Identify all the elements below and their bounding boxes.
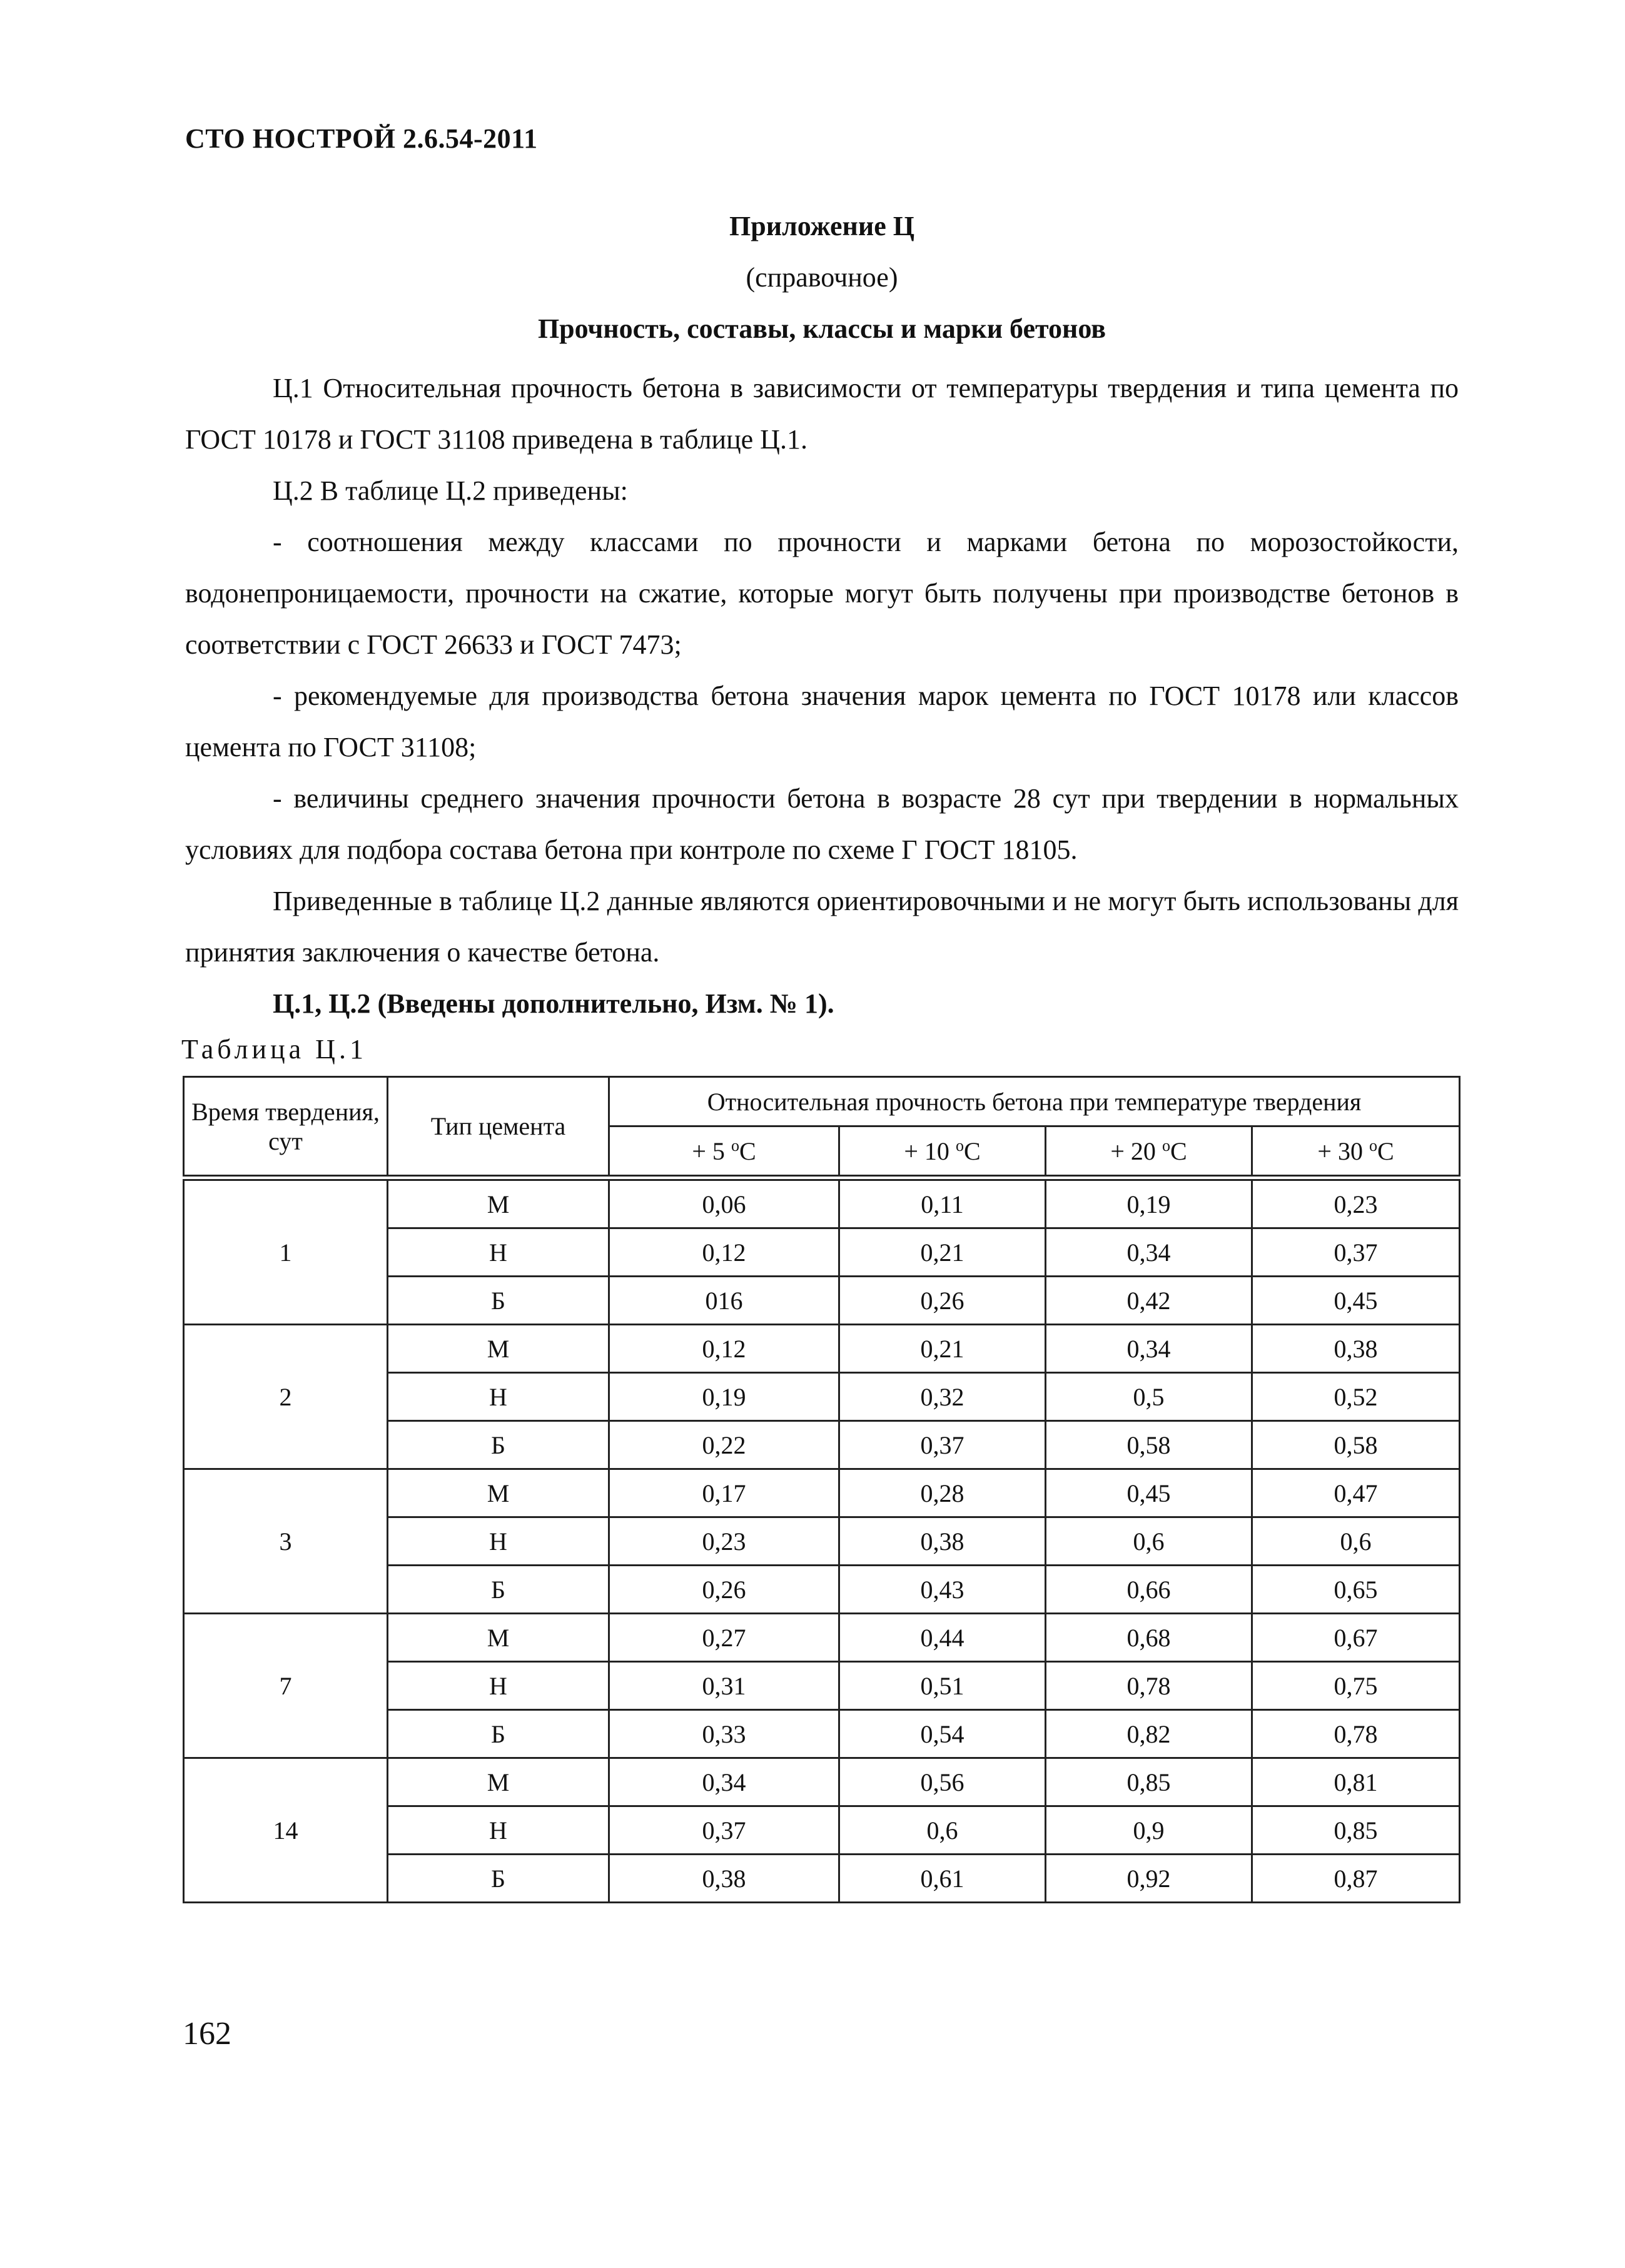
cell-strength-value: 0,45 [1046,1469,1252,1517]
header-cement-type: Тип цемента [388,1077,609,1178]
cell-strength-value: 0,21 [839,1228,1046,1277]
cell-strength-value: 0,58 [1252,1421,1460,1469]
cell-strength-value: 0,38 [839,1517,1046,1566]
temp-unit: C [1377,1137,1394,1165]
cell-strength-value: 0,58 [1046,1421,1252,1469]
temp-value: + 30 [1317,1137,1369,1165]
temp-unit: C [963,1137,981,1165]
cell-cement-type: Н [388,1662,609,1710]
cell-strength-value: 0,9 [1046,1806,1252,1855]
cell-strength-value: 0,37 [839,1421,1046,1469]
cell-time: 2 [184,1325,388,1469]
paragraph-c2: Ц.2 В таблице Ц.2 приведены: [273,475,628,506]
cell-strength-value: 0,31 [609,1662,839,1710]
cell-strength-value: 0,81 [1252,1758,1460,1806]
cell-cement-type: Б [388,1855,609,1903]
paragraph-list-item-1: - соотношения между классами по прочности и марками бетона по морозостойкости, водонепроницаемости, прочности на сжатие, которые могут быть получены при производстве бетонов в соответствии с ГОСТ 26633 и ГОСТ 7473; [185,527,1459,660]
cell-strength-value: 0,85 [1252,1806,1460,1855]
cell-strength-value: 0,47 [1252,1469,1460,1517]
header-temp-1 [609,1126,839,1178]
cell-cement-type: Б [388,1277,609,1325]
cell-strength-value: 0,06 [609,1178,839,1228]
header-temp-3 [1046,1126,1252,1178]
cell-strength-value: 0,27 [609,1614,839,1662]
cell-strength-value: 0,51 [839,1662,1046,1710]
cell-time: 3 [184,1469,388,1614]
cell-strength-value: 016 [609,1277,839,1325]
cell-time: 1 [184,1178,388,1325]
cell-strength-value: 0,67 [1252,1614,1460,1662]
cell-strength-value: 0,68 [1046,1614,1252,1662]
cell-time: 14 [184,1758,388,1903]
cell-strength-value: 0,28 [839,1469,1046,1517]
degree-sign: o [1369,1136,1377,1155]
table-row [184,1178,1460,1228]
cell-strength-value: 0,75 [1252,1662,1460,1710]
cell-strength-value: 0,23 [609,1517,839,1566]
cell-strength-value: 0,38 [1252,1325,1460,1373]
temp-value: + 20 [1110,1137,1162,1165]
header-time: Время твердения, сут [184,1077,388,1178]
cell-strength-value: 0,6 [1046,1517,1252,1566]
cell-strength-value: 0,42 [1046,1277,1252,1325]
cell-strength-value: 0,34 [1046,1228,1252,1277]
paragraph-c1: Ц.1 Относительная прочность бетона в зависимости от температуры твердения и типа цемента по ГОСТ 10178 и ГОСТ 31108 приведена в таблице Ц.1. [185,373,1459,455]
cell-strength-value: 0,19 [1046,1178,1252,1228]
cell-strength-value: 0,21 [839,1325,1046,1373]
cell-strength-value: 0,85 [1046,1758,1252,1806]
amendment-note: Ц.1, Ц.2 (Введены дополнительно, Изм. № 1). [273,988,834,1019]
cell-strength-value: 0,22 [609,1421,839,1469]
appendix-title: Приложение Ц [729,211,914,241]
cell-cement-type: Б [388,1710,609,1758]
temp-unit: C [739,1137,756,1165]
cell-strength-value: 0,37 [1252,1228,1460,1277]
cell-cement-type: Н [388,1373,609,1421]
table-row [184,1469,1460,1517]
cell-cement-type: М [388,1614,609,1662]
cell-strength-value: 0,5 [1046,1373,1252,1421]
cell-strength-value: 0,26 [839,1277,1046,1325]
body-text [185,363,1459,1030]
temp-unit: C [1170,1137,1187,1165]
cell-strength-value: 0,26 [609,1566,839,1614]
cell-cement-type: Н [388,1806,609,1855]
cell-strength-value: 0,11 [839,1178,1046,1228]
strength-table [183,1076,1460,1903]
cell-strength-value: 0,12 [609,1228,839,1277]
cell-strength-value: 0,12 [609,1325,839,1373]
cell-strength-value: 0,54 [839,1710,1046,1758]
header-temp-4 [1252,1126,1460,1178]
cell-strength-value: 0,78 [1252,1710,1460,1758]
cell-strength-value: 0,45 [1252,1277,1460,1325]
cell-strength-value: 0,37 [609,1806,839,1855]
cell-cement-type: Б [388,1421,609,1469]
cell-strength-value: 0,52 [1252,1373,1460,1421]
cell-cement-type: М [388,1469,609,1517]
page-number: 162 [183,2016,231,2052]
cell-strength-value: 0,34 [609,1758,839,1806]
cell-strength-value: 0,82 [1046,1710,1252,1758]
table-caption: Таблица Ц.1 [181,1034,367,1065]
cell-cement-type: Н [388,1228,609,1277]
cell-cement-type: М [388,1325,609,1373]
cell-strength-value: 0,61 [839,1855,1046,1903]
cell-strength-value: 0,34 [1046,1325,1252,1373]
paragraph-list-item-2: - рекомендуемые для производства бетона значения марок цемента по ГОСТ 10178 или классов цемента по ГОСТ 31108; [185,681,1459,762]
cell-cement-type: М [388,1758,609,1806]
cell-strength-value: 0,43 [839,1566,1046,1614]
cell-time: 7 [184,1614,388,1758]
cell-strength-value: 0,6 [1252,1517,1460,1566]
header-strength-group: Относительная прочность бетона при температуре твердения [609,1077,1460,1126]
cell-cement-type: Н [388,1517,609,1566]
cell-strength-value: 0,38 [609,1855,839,1903]
degree-sign: o [1162,1136,1170,1155]
paragraph-note: Приведенные в таблице Ц.2 данные являются ориентировочными и не могут быть использованы для принятия заключения о качестве бетона. [185,886,1459,968]
cell-cement-type: М [388,1178,609,1228]
cell-strength-value: 0,65 [1252,1566,1460,1614]
document-code: СТО НОСТРОЙ 2.6.54-2011 [185,123,538,154]
cell-strength-value: 0,32 [839,1373,1046,1421]
degree-sign: o [955,1136,964,1155]
degree-sign: o [731,1136,739,1155]
table-body [184,1178,1460,1903]
paragraph-list-item-3: - величины среднего значения прочности бетона в возрасте 28 сут при твердении в нормальных условиях для подбора состава бетона при контроле по схеме Г ГОСТ 18105. [185,783,1459,865]
table-header-row [184,1077,1460,1126]
temp-value: + 5 [692,1137,731,1165]
appendix-subtitle: (справочное) [746,262,898,293]
cell-strength-value: 0,92 [1046,1855,1252,1903]
cell-strength-value: 0,44 [839,1614,1046,1662]
table-row [184,1758,1460,1806]
cell-strength-value: 0,17 [609,1469,839,1517]
header-temp-2 [839,1126,1046,1178]
temp-value: + 10 [904,1137,956,1165]
table-row [184,1614,1460,1662]
cell-strength-value: 0,23 [1252,1178,1460,1228]
cell-cement-type: Б [388,1566,609,1614]
cell-strength-value: 0,19 [609,1373,839,1421]
cell-strength-value: 0,33 [609,1710,839,1758]
table-row [184,1325,1460,1373]
appendix-name: Прочность, составы, классы и марки бетонов [537,313,1106,344]
cell-strength-value: 0,66 [1046,1566,1252,1614]
cell-strength-value: 0,56 [839,1758,1046,1806]
cell-strength-value: 0,87 [1252,1855,1460,1903]
cell-strength-value: 0,78 [1046,1662,1252,1710]
cell-strength-value: 0,6 [839,1806,1046,1855]
